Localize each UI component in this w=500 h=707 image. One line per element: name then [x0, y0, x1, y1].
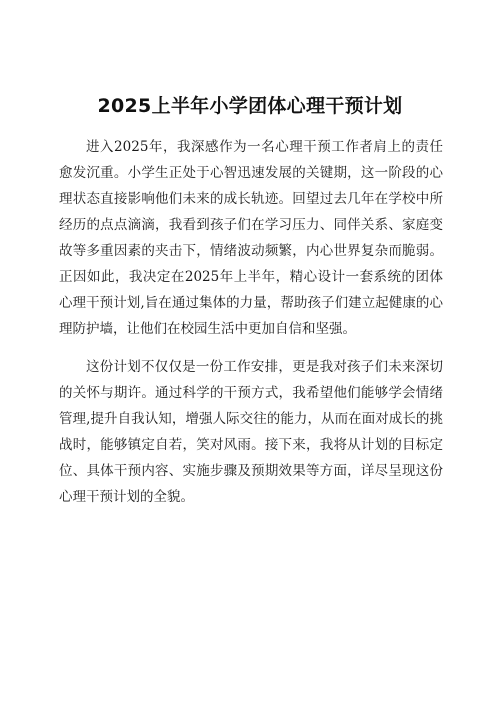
- document-title: 2025上半年小学团体心理干预计划: [97, 95, 403, 117]
- paragraph-intro: 进入2025年，我深感作为一名心理干预工作者肩上的责任愈发沉重。小学生正处于心智迅速发展的关键期，这一阶段的心理状态直接影响他们未来的成长轨迹。回望过去几年在学校中所经历的点点滴滴，我看到孩子们在学习压力、同伴关系、家庭变故等多重因素的夹击下，情绪波动频繁，内心世界复杂而脆弱。正因如此，我决定在2025年上半年，精心设计一套系统的团体心理干预计划,旨在通过集体的力量，帮助孩子们建立起健康的心理防护墙，让他们在校园生活中更加自信和坚强。: [59, 139, 443, 337]
- paragraph-plan-purpose: 这份计划不仅仅是一份工作安排，更是我对孩子们未来深切的关怀与期许。通过科学的干预方式，我希望他们能够学会情绪管理,提升自我认知，增强人际交往的能力，从而在面对成长的挑战时，能够镇定自若，笑对风雨。接下来，我将从计划的目标定位、具体干预内容、实施步骤及预期效果等方面，详尽呈现这份心理干预计划的全貌。: [59, 359, 443, 505]
